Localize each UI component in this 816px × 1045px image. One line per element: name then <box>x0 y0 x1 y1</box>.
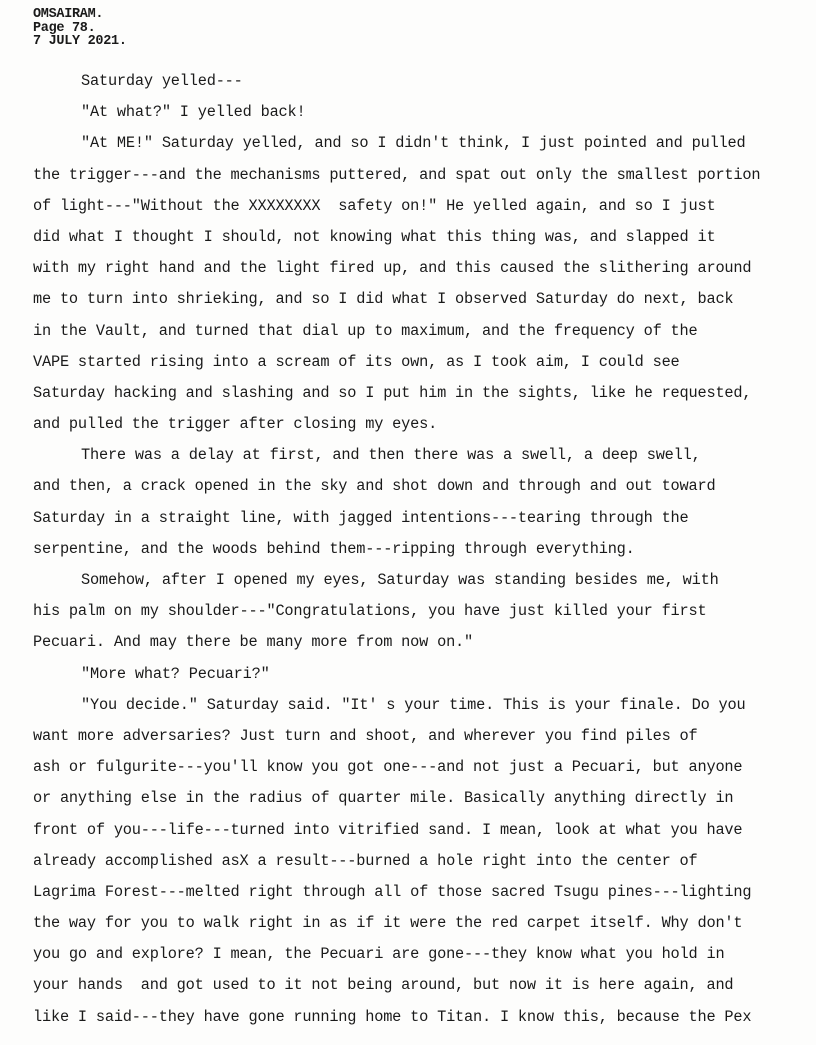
text-line: Saturday hacking and slashing and so I put him in the sights, like he requested, <box>33 383 752 402</box>
text-line: in the Vault, and turned that dial up to maximum, and the frequency of the <box>33 321 698 340</box>
text-line: with my right hand and the light fired up, and this caused the slithering around <box>33 259 752 278</box>
text-line: front of you---life---turned into vitrified sand. I mean, look at what you have <box>33 820 743 839</box>
text-line: want more adversaries? Just turn and shoot, and wherever you find piles of <box>33 726 698 745</box>
header-page-number: Page 78. <box>33 20 96 36</box>
text-line: Lagrima Forest---melted right through all of those sacred Tsugu pines---lighting <box>33 882 752 901</box>
text-line: serpentine, and the woods behind them---ripping through everything. <box>33 539 635 558</box>
text-line: Saturday yelled--- <box>81 72 243 90</box>
text-line: the trigger---and the mechanisms puttered, and spat out only the smallest portion <box>33 165 761 184</box>
text-line: ash or fulgurite---you'll know you got one---and not just a Pecuari, but anyone <box>33 758 743 777</box>
text-line: you go and explore? I mean, the Pecuari are gone---they know what you hold in <box>33 945 725 964</box>
text-line: his palm on my shoulder---"Congratulations, you have just killed your first <box>33 602 707 621</box>
text-line: and pulled the trigger after closing my eyes. <box>33 415 438 434</box>
text-line: the way for you to walk right in as if it were the red carpet itself. Why don't <box>33 914 743 933</box>
text-line: Saturday in a straight line, with jagged intentions---tearing through the <box>33 508 689 527</box>
text-line: VAPE started rising into a scream of its own, as I took aim, I could see <box>33 352 680 371</box>
text-line: "More what? Pecuari?" <box>81 664 270 683</box>
header-date: 7 JULY 2021. <box>33 34 127 49</box>
text-line: of light---"Without the XXXXXXXX safety on!" He yelled again, and so I just <box>33 196 716 215</box>
text-line: Somehow, after I opened my eyes, Saturday was standing besides me, with <box>81 571 719 589</box>
text-line: There was a delay at first, and then there was a swell, a deep swell, <box>81 446 701 465</box>
text-line: Pecuari. And may there be many more from now on." <box>33 633 474 652</box>
text-line: me to turn into shrieking, and so I did what I observed Saturday do next, back <box>33 290 734 309</box>
page-header <box>33 8 127 49</box>
text-line: and then, a crack opened in the sky and shot down and through and out toward <box>33 477 716 496</box>
text-line: did what I thought I should, not knowing what this thing was, and slapped it <box>33 227 716 246</box>
text-line: like I said---they have gone running home to Titan. I know this, because the Pex <box>33 1007 752 1026</box>
text-line: your hands and got used to it not being around, but now it is here again, and <box>33 976 734 995</box>
text-line: or anything else in the radius of quarter mile. Basically anything directly in <box>33 789 734 808</box>
text-line: "At what?" I yelled back! <box>81 103 306 122</box>
text-line: "At ME!" Saturday yelled, and so I didn't think, I just pointed and pulled <box>81 134 746 153</box>
text-line: already accomplished asX a result---burned a hole right into the center of <box>33 851 698 870</box>
text-line: "You decide." Saturday said. "It' s your time. This is your finale. Do you <box>81 695 746 714</box>
manuscript-body <box>33 66 816 1033</box>
header-title: OMSAIRAM. <box>33 7 104 22</box>
